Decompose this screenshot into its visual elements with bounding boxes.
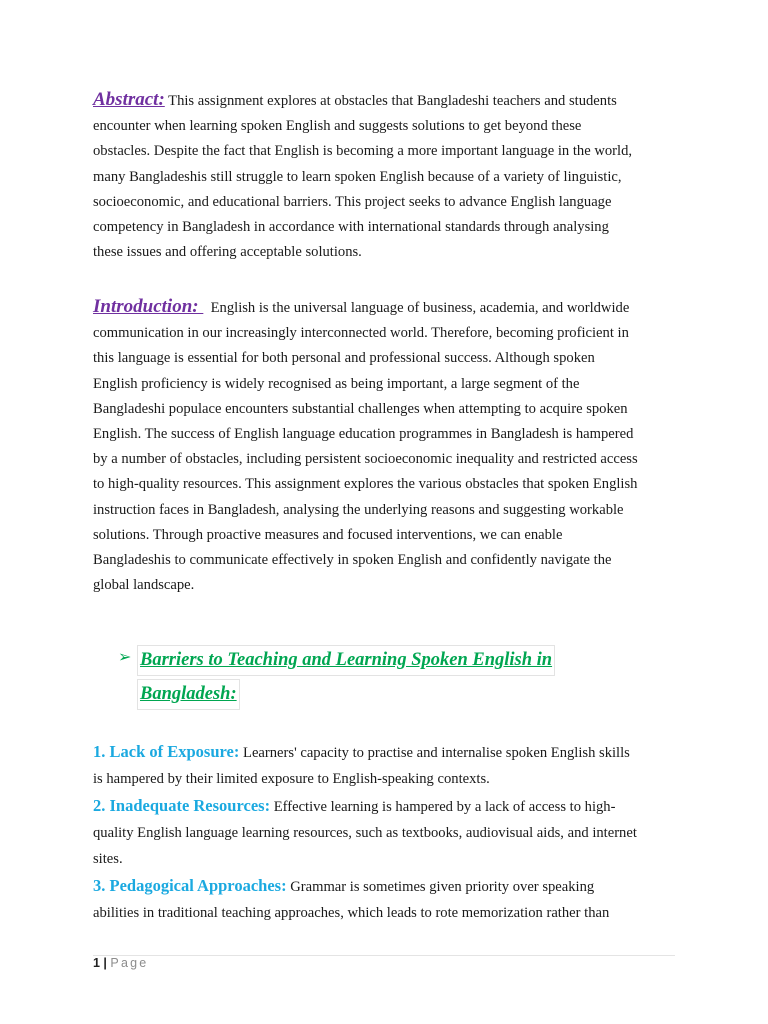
abstract-line: encounter when learning spoken English and suggests solutions to get beyond these <box>93 118 582 135</box>
page-label: Page <box>110 956 149 970</box>
barrier-item-text: Grammar is sometimes given priority over speaking <box>286 879 595 895</box>
barrier-item-line <box>93 793 675 820</box>
abstract-line: obstacles. Despite the fact that English is becoming a more important language in the world, <box>93 143 633 160</box>
arrow-bullet-icon: ➢ <box>118 647 132 666</box>
abstract-text: This assignment explores at obstacles that Bangladeshi teachers and students <box>164 93 617 109</box>
introduction-line: English proficiency is widely recognised as being important, a large segment of the <box>93 375 580 392</box>
abstract-line: competency in Bangladesh in accordance with international standards through analysing <box>93 219 609 236</box>
barrier-item <box>93 793 675 872</box>
introduction-line: global landscape. <box>93 577 195 594</box>
abstract-line: many Bangladeshis still struggle to learn spoken English because of a variety of linguistic, <box>93 168 622 185</box>
barrier-item-line: is hampered by their limited exposure to English-speaking contexts. <box>93 771 490 787</box>
footer-divider <box>93 955 675 956</box>
introduction-heading: Introduction: <box>93 296 204 317</box>
introduction-line: solutions. Through proactive measures and focused interventions, we can enable <box>93 526 563 543</box>
barrier-item-title: 2. Inadequate Resources: <box>93 796 271 815</box>
barrier-item-text: Learners' capacity to practise and internalise spoken English skills <box>239 745 630 761</box>
barrier-item <box>93 739 675 792</box>
introduction-paragraph <box>93 294 675 598</box>
introduction-line: Bangladeshi populace encounters substantial challenges when attempting to acquire spoken <box>93 400 628 417</box>
introduction-line: English. The success of English language education programmes in Bangladesh is hampered <box>93 426 634 443</box>
barrier-item-text: Effective learning is hampered by a lack of access to high- <box>270 799 616 815</box>
barrier-item <box>93 873 675 926</box>
barrier-item-title: 1. Lack of Exposure: <box>93 742 240 761</box>
abstract-line: socioeconomic, and educational barriers. This project seeks to advance English language <box>93 193 612 210</box>
footer-separator: | <box>99 956 111 970</box>
abstract-heading: Abstract: <box>93 89 165 110</box>
abstract-line: these issues and offering acceptable solutions. <box>93 244 362 261</box>
introduction-line: Bangladeshis to communicate effectively in spoken English and confidently navigate the <box>93 552 612 569</box>
barrier-item-line: sites. <box>93 851 123 867</box>
barrier-item-line: abilities in traditional teaching approaches, which leads to rote memorization rather than <box>93 905 610 921</box>
introduction-line: this language is essential for both personal and professional success. Although spoken <box>93 350 595 367</box>
introduction-line: to high-quality resources. This assignment explores the various obstacles that spoken English <box>93 476 638 493</box>
introduction-line: by a number of obstacles, including persistent socioeconomic inequality and restricted access <box>93 451 638 468</box>
introduction-line: communication in our increasingly interconnected world. Therefore, becoming proficient in <box>93 325 629 342</box>
abstract-paragraph <box>93 87 675 265</box>
barrier-item-title: 3. Pedagogical Approaches: <box>93 876 287 895</box>
barrier-item-line <box>93 873 675 900</box>
introduction-text: English is the universal language of business, academia, and worldwide <box>203 300 630 316</box>
introduction-line: instruction faces in Bangladesh, analysing the underlying reasons and suggesting workable <box>93 501 624 518</box>
barrier-item-line <box>93 739 675 766</box>
introduction-line <box>93 294 675 321</box>
barrier-item-line: quality English language learning resources, such as textbooks, audiovisual aids, and internet <box>93 825 637 841</box>
barriers-heading-line1: Barriers to Teaching and Learning Spoken English in <box>137 645 555 676</box>
abstract-line <box>93 87 675 114</box>
page-number: 1 <box>93 956 100 970</box>
barriers-heading-line2: Bangladesh: <box>137 679 240 710</box>
page-footer <box>93 956 148 970</box>
